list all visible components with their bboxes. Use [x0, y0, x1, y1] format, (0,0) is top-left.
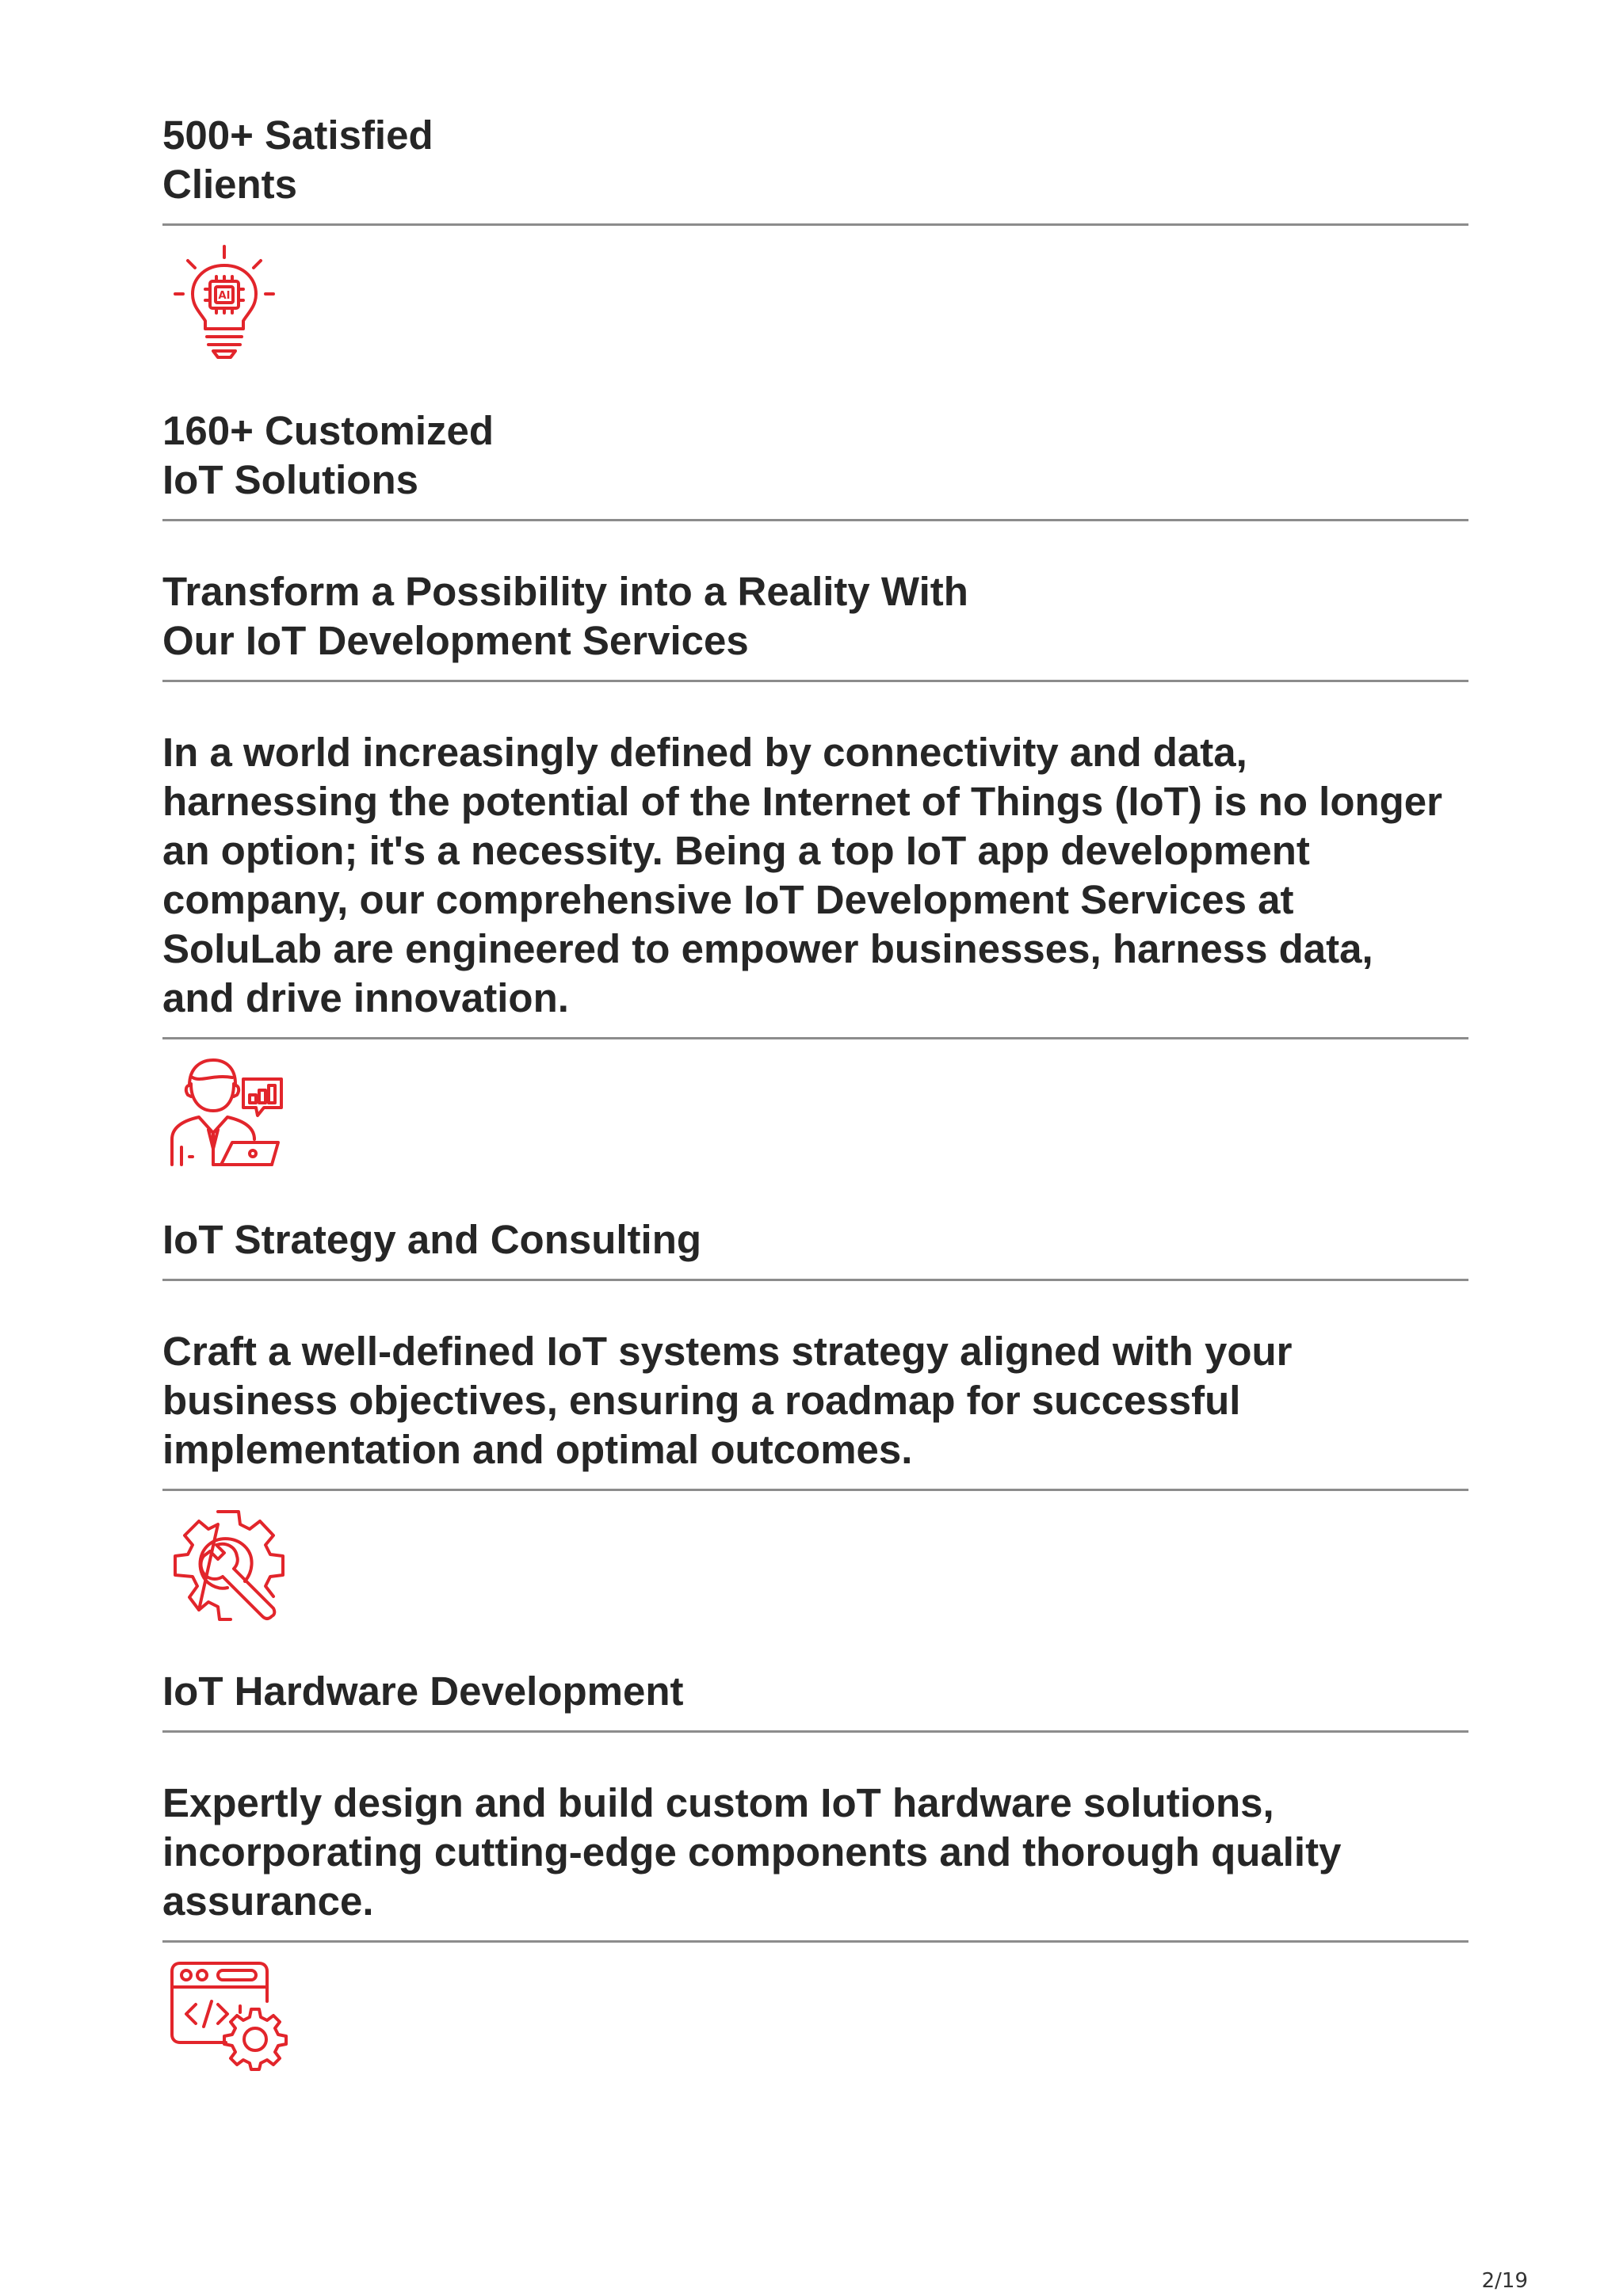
consultant-chart-icon: [166, 1054, 1468, 1173]
document-content: [162, 111, 1468, 2071]
gear-wrench-icon: [169, 1505, 1468, 1624]
service-description: Craft a well-defined IoT systems strategy aligned with your business objectives, ensuring a roadmap for successful implementation and optimal outcomes.: [162, 1329, 1293, 1472]
divider: [162, 680, 1468, 682]
divider: [162, 519, 1468, 521]
intro-heading-block: [162, 567, 1468, 666]
service-title: IoT Strategy and Consulting: [162, 1217, 702, 1262]
service-description: Expertly design and build custom IoT hardware solutions, incorporating cutting-edge components and thorough quality assurance.: [162, 1780, 1342, 1924]
section-heading: Transform a Possibility into a Reality With Our IoT Development Services: [162, 569, 968, 663]
divider: [162, 1940, 1468, 1943]
divider: [162, 1730, 1468, 1733]
svg-text:AI: AI: [218, 290, 231, 302]
stat-text: 160+ Customized IoT Solutions: [162, 408, 495, 502]
ai-lightbulb-icon: [169, 243, 1468, 362]
intro-paragraph: In a world increasingly defined by connectivity and data, harnessing the potential of the Internet of Things (IoT) is no longer an option; it's a necessity. Being a top IoT app development company, our comprehensive IoT Development Services at SoluLab are engineered to empower businesses, harness data, and drive innovation.: [162, 730, 1442, 1020]
service-hardware-title-block: [162, 1667, 1468, 1716]
stat-text: 500+ Satisfied Clients: [162, 113, 433, 207]
service-strategy-description-block: [162, 1327, 1468, 1474]
divider: [162, 1489, 1468, 1491]
stat-customized-solutions: [162, 406, 1468, 505]
service-hardware-description-block: [162, 1779, 1468, 1926]
service-strategy-title-block: [162, 1215, 1468, 1264]
code-window-gear-icon: [169, 1960, 1468, 2071]
intro-body-block: [162, 728, 1468, 1023]
page-number: 2/19: [1481, 2269, 1528, 2293]
divider: [162, 1279, 1468, 1281]
divider: [162, 1037, 1468, 1039]
service-title: IoT Hardware Development: [162, 1669, 684, 1714]
divider: [162, 223, 1468, 226]
stat-satisfied-clients: [162, 111, 1468, 209]
